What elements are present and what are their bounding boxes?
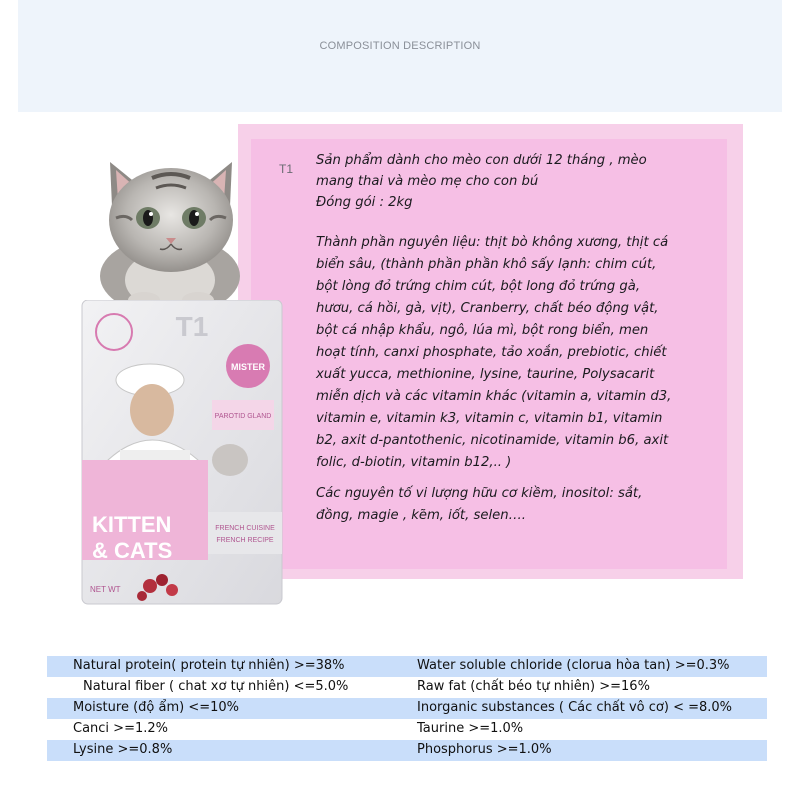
- nutrient-left: Natural protein( protein tự nhiên) >=38%: [73, 658, 345, 673]
- bag-kitten-text: KITTEN: [92, 512, 172, 537]
- ingredients-line: bột cá nhập khẩu, ngô, lúa mì, bột rong biển, men: [316, 323, 649, 338]
- product-code: T1: [279, 162, 294, 176]
- ingredients-line: vitamin e, vitamin k3, vitamin c, vitamin b1, vitamin: [316, 411, 663, 426]
- ingredients-line: folic, d-biotin, vitamin b12,.. ): [316, 455, 512, 470]
- product-intro: [316, 150, 711, 213]
- product-bag-image: [80, 300, 285, 606]
- intro-line: Sản phẩm dành cho mèo con dưới 12 tháng , mèo: [316, 153, 647, 168]
- table-row: [47, 719, 767, 740]
- ingredients-line: hươu, cá hồi, gà, vịt), Cranberry, chất béo động vật,: [316, 301, 659, 316]
- ingredients-line: xuất yucca, methionine, lysine, taurine, Polysacarit: [316, 367, 655, 382]
- bag-brand-text: T1: [175, 311, 209, 342]
- table-row: [47, 656, 767, 677]
- header-band: [18, 0, 782, 112]
- nutrient-right: Raw fat (chất béo tự nhiên) >=16%: [417, 679, 650, 694]
- nutrient-right: Inorganic substances ( Các chất vô cơ) < =8.0%: [417, 700, 733, 715]
- bag-cuisine-text: FRENCH CUISINE: [215, 525, 275, 532]
- ingredients-line: Thành phần nguyên liệu: thịt bò không xương, thịt cá: [316, 235, 669, 250]
- bag-badge-text: MISTER: [230, 362, 266, 372]
- intro-line: mang thai và mèo mẹ cho con bú: [316, 174, 539, 189]
- nutrient-right: Taurine >=1.0%: [417, 721, 524, 736]
- nutrient-left: Lysine >=0.8%: [73, 742, 173, 757]
- nutrient-right: Phosphorus >=1.0%: [417, 742, 552, 757]
- ingredients-line: b2, axit d-pantothenic, nicotinamide, vitamin b6, axit: [316, 433, 669, 448]
- nutrient-left: Natural fiber ( chat xơ tự nhiên) <=5.0%: [83, 679, 349, 694]
- kitten-image: [82, 148, 257, 308]
- bag-tag-text: PAROTID GLAND: [214, 413, 272, 420]
- table-row: [47, 677, 767, 698]
- minerals-line: Các nguyên tố vi lượng hữu cơ kiềm, inositol: sắt,: [316, 486, 643, 501]
- ingredients-line: bột lòng đỏ trứng chim cút, bột long đỏ trứng gà,: [316, 279, 641, 294]
- minerals-line: đồng, magie , kẽm, iốt, selen….: [316, 508, 526, 523]
- minerals-text: [316, 483, 714, 527]
- table-row: [47, 698, 767, 719]
- nutrition-table: [47, 656, 767, 761]
- nutrient-right: Water soluble chloride (clorua hòa tan) >=0.3%: [417, 658, 730, 673]
- nutrient-left: Canci >=1.2%: [73, 721, 168, 736]
- ingredients-text: [316, 232, 714, 474]
- bag-recipe-text: FRENCH RECIPE: [216, 537, 274, 544]
- ingredients-line: biển sâu, (thành phần phần khô sấy lạnh: chim cút,: [316, 257, 657, 272]
- ingredients-line: hoạt tính, canxi phosphate, tảo xoắn, prebiotic, chiết: [316, 345, 667, 360]
- packaging-text: Đóng gói : 2kg: [316, 195, 413, 210]
- bag-cats-text: & CATS: [92, 538, 173, 563]
- nutrient-left: Moisture (độ ẩm) <=10%: [73, 700, 240, 715]
- ingredients-line: miễn dịch và các vitamin khác (vitamin a, vitamin d3,: [316, 389, 672, 404]
- bag-weight-text: NET WT: [90, 585, 121, 594]
- page-title: COMPOSITION DESCRIPTION: [319, 40, 481, 52]
- table-row: [47, 740, 767, 761]
